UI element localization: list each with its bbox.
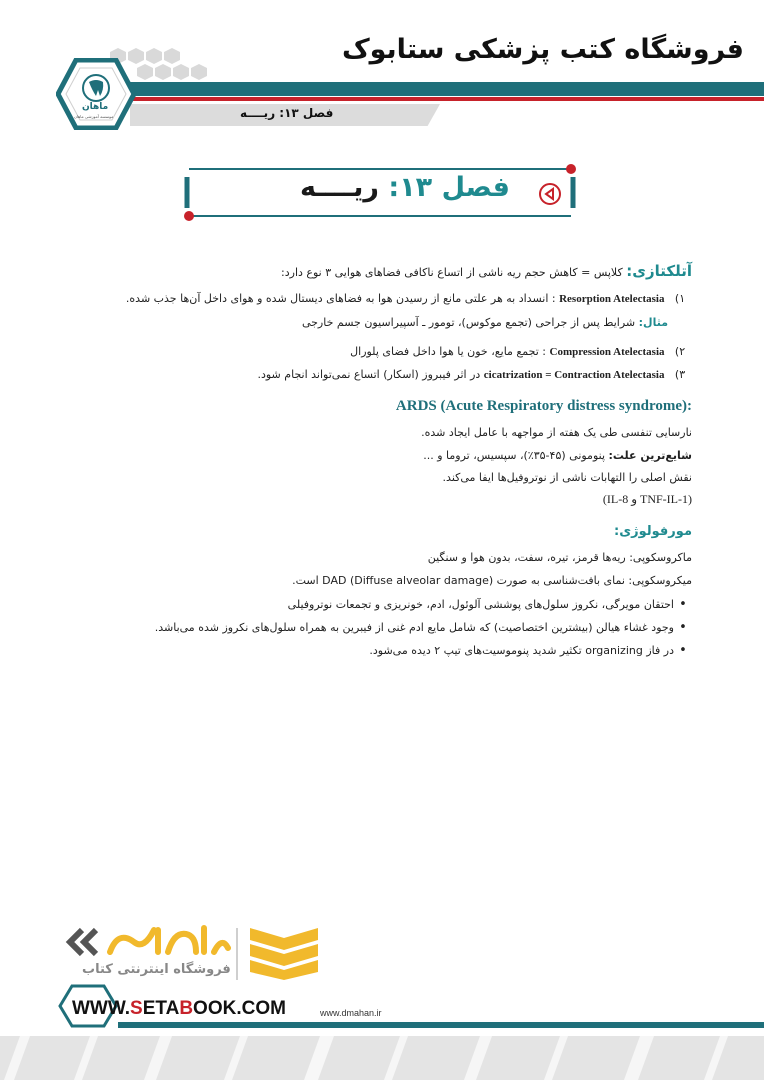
chapter-prefix: فصل ۱۳: <box>388 172 510 203</box>
example-label: مثال: <box>638 316 668 329</box>
ards-causes-line <box>423 449 692 462</box>
chapter-name: ریــــه <box>300 172 379 203</box>
item-number: ۳) <box>674 368 686 381</box>
micro-line: میکروسکوپی: نمای بافت‌شناسی به صورت DAD (Diffuse alveolar damage) است. <box>292 574 692 587</box>
macro-line: ماکروسکوپی: ریه‌ها قرمز، تیره، سفت، بدون هوا و سنگین <box>427 551 692 564</box>
causes-text: پنومونی (۴۵-۳۵٪)، سپسیس، تروما و ... <box>423 449 606 462</box>
morphology-heading: مورفولوژی: <box>614 524 692 539</box>
example-text: شرایط پس از جراحی (تجمع موکوس)، تومور ـ آسپیراسیون جسم خارجی <box>301 316 636 329</box>
chapter-title <box>300 172 510 203</box>
setabook-wordmark-logo <box>62 922 232 962</box>
list-item <box>126 292 692 305</box>
item-term: Resorption Atelectasia <box>559 293 665 305</box>
atelectasis-heading: آتلکتازی: <box>626 262 692 280</box>
site-part: OOK.COM <box>193 998 286 1019</box>
ards-line-3: نقش اصلی را التهابات ناشی از نوتروفیل‌ها ایفا می‌کند. <box>442 471 692 484</box>
footer-site[interactable] <box>72 998 286 1020</box>
item-text: در اثر فیبروز (اسکار) اتساع نمی‌تواند انجام شود. <box>257 368 481 381</box>
footer-url[interactable]: www.dmahan.ir <box>320 1008 382 1018</box>
footer-gray-band <box>0 1036 764 1080</box>
ards-line-4: (IL-8 و TNF-IL-1) <box>602 492 692 506</box>
brand-tagline: فروشگاه اینترنتی کتاب <box>82 962 231 977</box>
bullet-item: • احتقان مویرگی، نکروز سلول‌های پوششی آلوئول، ادم، خونریزی و تجمعات نوتروفیلی <box>288 597 692 612</box>
footer-divider <box>236 928 238 980</box>
ards-line-1: نارسایی تنفسی طی یک هفته از مواجهه با عامل ایجاد شده. <box>421 426 692 439</box>
item-text: : تجمع مایع، خون یا هوا داخل فضای پلورال <box>350 345 547 358</box>
site-part: WWW. <box>72 998 131 1019</box>
logo-subtext: موسسه آموزشی ماهان <box>74 114 114 119</box>
ards-heading: ARDS (Acute Respiratory distress syndrome): <box>395 398 692 414</box>
item-term: Compression Atelectasia <box>549 346 665 358</box>
site-part: ETA <box>142 998 180 1019</box>
atelectasis-intro-line <box>281 262 692 280</box>
chapter-tag: فصل ۱۳: ریــــه <box>240 106 334 120</box>
list-item <box>257 368 692 381</box>
bullet-item: • وجود غشاء هیالن (بیشترین اختصاصیت) که شامل مایع ادم غنی از فیبرین به همراه سلول‌های نکروز شده می‌باشد. <box>155 620 692 635</box>
header-teal-bar <box>118 82 764 96</box>
setabook-emblem <box>246 924 322 980</box>
header-red-bar <box>130 97 764 101</box>
site-part: S <box>130 998 143 1019</box>
item-term: cicatrization = Contraction Atelectasia <box>483 369 665 381</box>
atelectasis-intro: کلاپس = کاهش حجم ریه ناشی از اتساع ناکافی فضاهای هوایی ۳ نوع دارد: <box>281 266 623 279</box>
item-number: ۲) <box>674 345 686 358</box>
chapter-arrow-icon <box>538 182 562 206</box>
item-number: ۱) <box>674 292 686 305</box>
causes-label: شایع‌ترین علت: <box>608 449 692 462</box>
example-line <box>302 316 668 329</box>
footer-teal-bar <box>118 1022 764 1028</box>
logo-text: ماهان <box>82 102 109 112</box>
bullet-item: • در فاز organizing تکثیر شدید پنوموسیت‌های تیپ ۲ دیده می‌شود. <box>369 643 692 658</box>
item-text: : انسداد به هر علتی مانع از رسیدن هوا به فضاهای دیستال شده و هوای داخل آن‌ها جذب شده. <box>125 292 556 305</box>
site-part: B <box>179 998 194 1019</box>
mahan-logo <box>56 58 136 130</box>
store-title: فروشگاه کتب پزشکی ستابوک <box>341 34 744 65</box>
list-item <box>350 345 692 358</box>
